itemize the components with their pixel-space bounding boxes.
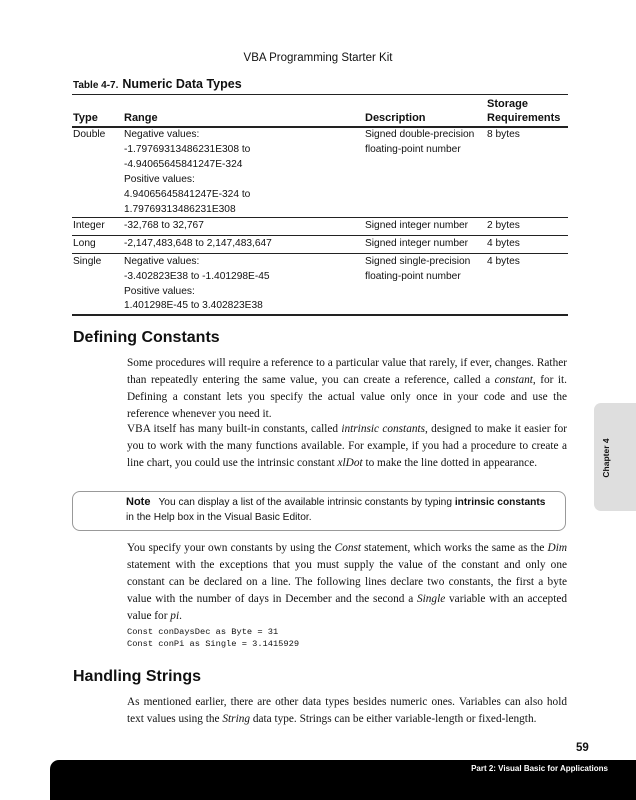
table-caption <box>73 77 242 91</box>
cell-storage: 4 bytes <box>487 256 520 267</box>
column-header-description: Description <box>365 112 426 124</box>
cell-range: -32,768 to 32,767 <box>124 220 204 231</box>
cell-type: Single <box>73 256 102 267</box>
body-paragraph: VBA itself has many built-in constants, called intrinsic constants, designed to make it easier for you to work with the many functions available. For example, if you had a procedure to create a line chart, you could use the intrinsic constant xlDot to make the line dotted in appearance. <box>127 423 568 470</box>
cell-range: -1.79769313486231E308 to <box>124 144 251 155</box>
cell-range: 1.401298E-45 to 3.402823E38 <box>124 300 263 311</box>
table-top-rule <box>72 94 568 95</box>
cell-type: Integer <box>73 220 105 231</box>
column-header-requirements: Requirements <box>487 112 561 124</box>
note-text: Note You can display a list of the available intrinsic constants by typing intrinsic constants in the Help box in the Visual Basic Editor. <box>126 496 546 523</box>
cell-range: -3.402823E38 to -1.401298E-45 <box>124 271 270 282</box>
table-bottom-rule <box>72 314 568 316</box>
code-line: Const conDaysDec as Byte = 31 <box>127 627 279 637</box>
cell-storage: 2 bytes <box>487 220 520 231</box>
footer-part-label: Part 2: Visual Basic for Applications <box>471 764 608 773</box>
body-paragraph: Some procedures will require a reference to a particular value that rarely, if ever, changes. Rather than repeatedly entering the same value, you can create a reference, called a constant, for it. Defining a constant lets you specify the actual value only once in your code and use the reference whenever you need it. <box>127 357 567 421</box>
cell-description: floating-point number <box>365 144 461 155</box>
cell-description: Signed single-precision <box>365 256 471 267</box>
cell-description: Signed double-precision <box>365 129 475 140</box>
page-number: 59 <box>576 742 589 754</box>
body-paragraph: As mentioned earlier, there are other data types besides numeric ones. Variables can also hold text values using the String data type. Strings can be either variable-length or fixed-length. <box>127 696 567 726</box>
cell-description: Signed integer number <box>365 238 469 249</box>
column-header-type: Type <box>73 112 98 124</box>
body-paragraph: You specify your own constants by using the Const statement, which works the same as the Dim statement with the exceptions that you must supply the value of the constant and only one constant can be declared on a line. The following lines declare two constants, the first a byte value with the number of days in December and the second a Single variable with an accepted value for pi. <box>127 542 568 623</box>
cell-description: floating-point number <box>365 271 461 282</box>
cell-range: Negative values: <box>124 256 200 267</box>
chapter-tab-label: Chapter 4 <box>601 438 611 478</box>
cell-range: -4.94065645841247E-324 <box>124 159 243 170</box>
cell-description: Signed integer number <box>365 220 469 231</box>
cell-storage: 8 bytes <box>487 129 520 140</box>
code-line: Const conPi as Single = 3.1415929 <box>127 639 300 649</box>
table-label: Table 4-7. <box>73 80 119 91</box>
section-heading: Defining Constants <box>73 329 220 346</box>
section-heading: Handling Strings <box>73 668 201 685</box>
cell-range: Positive values: <box>124 174 195 185</box>
cell-range: 4.94065645841247E-324 to <box>124 189 251 200</box>
cell-range: 1.79769313486231E308 <box>124 204 236 215</box>
running-head: VBA Programming Starter Kit <box>243 52 393 64</box>
cell-range: Negative values: <box>124 129 200 140</box>
cell-range: Positive values: <box>124 286 195 297</box>
cell-storage: 4 bytes <box>487 238 520 249</box>
cell-type: Double <box>73 129 106 140</box>
cell-type: Long <box>73 238 96 249</box>
column-header-range: Range <box>124 112 158 124</box>
cell-range: -2,147,483,648 to 2,147,483,647 <box>124 238 272 249</box>
note-label: Note <box>126 496 151 508</box>
column-header-storage: Storage <box>487 98 528 110</box>
table-title: Numeric Data Types <box>122 77 242 91</box>
